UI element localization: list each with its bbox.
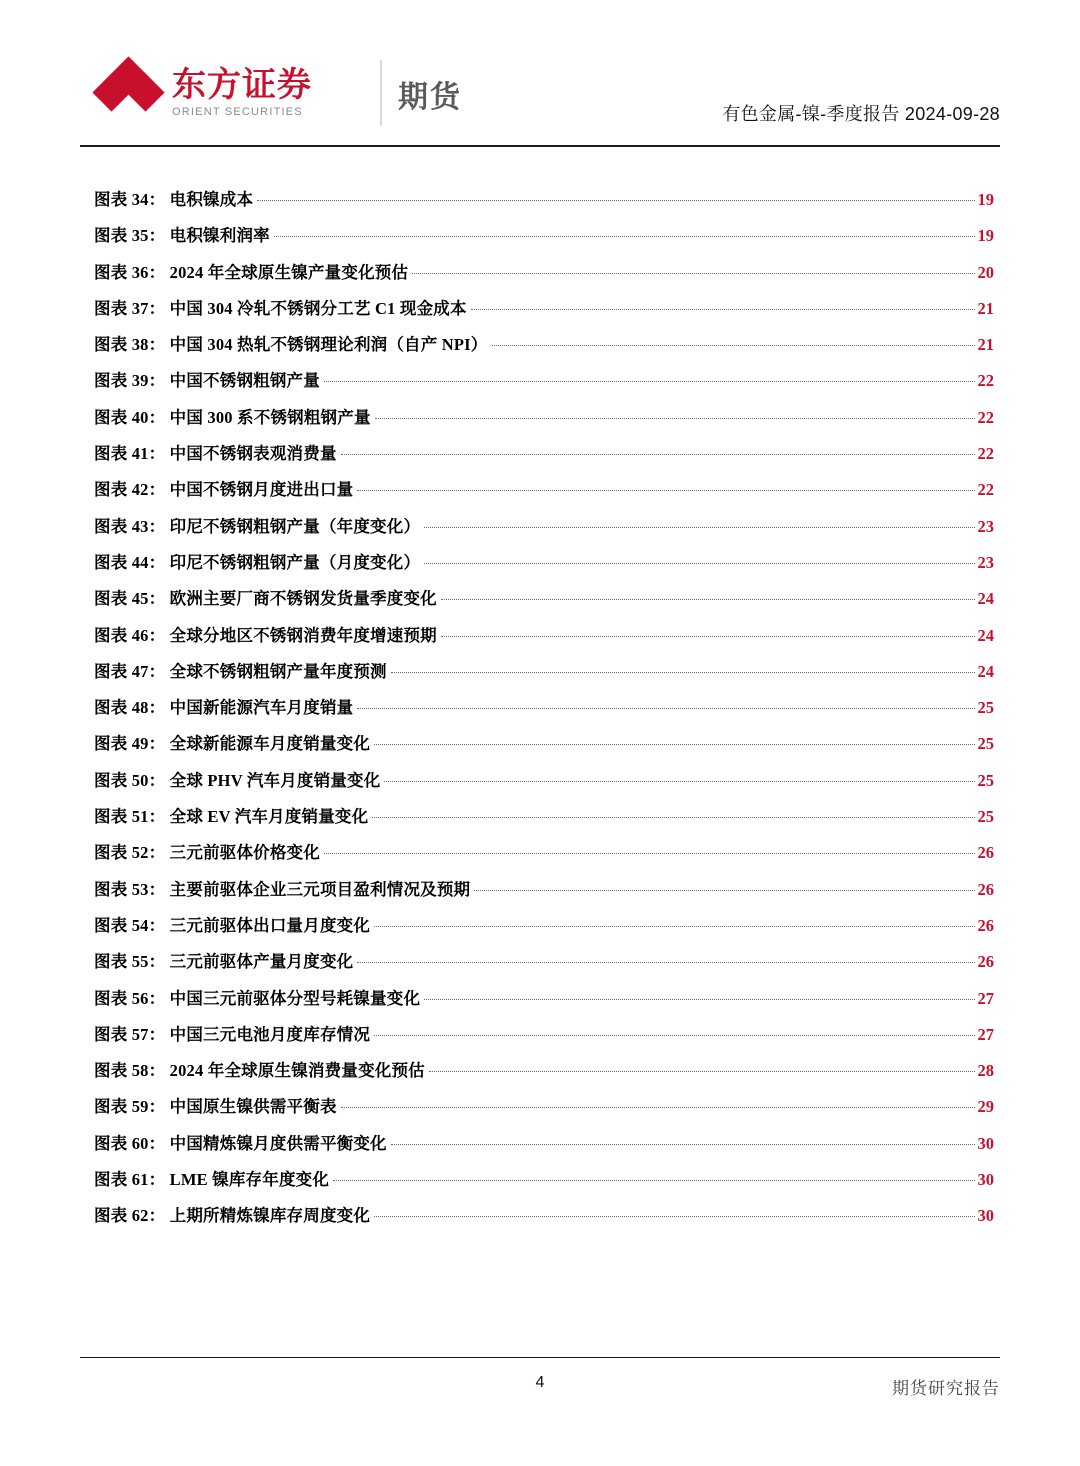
toc-entry[interactable] [80, 262, 1000, 301]
toc-entry-page: 27 [977, 988, 994, 1008]
toc-entry[interactable] [80, 1133, 1000, 1172]
toc-leader-dots [333, 1180, 974, 1181]
toc-leader-dots [324, 381, 975, 382]
toc-entry-page: 28 [977, 1061, 994, 1081]
toc-leader-dots [375, 418, 975, 419]
toc-entry-label: 图表 38： 中国 304 热轧不锈钢理论利润（自产 NPI） [94, 335, 488, 355]
toc-entry-page: 19 [977, 190, 994, 209]
toc-entry-label: 图表 41： 中国不锈钢表观消费量 [94, 444, 337, 464]
toc-entry-page: 26 [977, 843, 994, 863]
toc-leader-dots [374, 1216, 974, 1217]
toc-entry-label: 图表 53： 主要前驱体企业三元项目盈利情况及预期 [94, 879, 471, 899]
toc-entry[interactable] [80, 591, 1000, 627]
toc-leader-dots [324, 853, 975, 854]
toc-entry[interactable] [80, 1063, 1000, 1099]
toc-leader-dots [274, 236, 975, 237]
toc-entry-label: 图表 47： 全球不锈钢粗钢产量年度预测 [94, 661, 387, 681]
toc-entry-label: 图表 48： 中国新能源汽车月度销量 [94, 698, 354, 718]
brand-logo [98, 58, 312, 128]
toc-entry-page: 21 [977, 335, 994, 355]
toc-leader-dots [412, 273, 974, 274]
toc-leader-dots [441, 599, 975, 600]
brand-name-en: ORIENT SECURITIES [172, 106, 303, 118]
page-header [80, 58, 1000, 138]
toc-entry-page: 26 [977, 879, 994, 899]
brand-subunit: 期货 [398, 81, 462, 114]
toc-leader-dots [424, 527, 974, 528]
footer-rule [80, 1357, 1000, 1359]
report-title: 有色金属-镍-季度报告 2024-09-28 [722, 104, 1000, 124]
orient-securities-logo-icon [98, 62, 160, 124]
toc-entry-label: 图表 42： 中国不锈钢月度进出口量 [94, 480, 354, 500]
toc-entry-page: 20 [977, 262, 994, 282]
toc-entry-page: 21 [977, 298, 994, 318]
toc-leader-dots [492, 345, 975, 346]
toc-leader-dots [341, 1107, 975, 1108]
toc-leader-dots [257, 200, 974, 201]
toc-entry[interactable] [80, 373, 1000, 409]
header-divider [380, 60, 382, 126]
toc-entry-page: 25 [977, 807, 994, 827]
toc-entry-label: 图表 44： 印尼不锈钢粗钢产量（月度变化） [94, 552, 421, 572]
toc-leader-dots [471, 309, 975, 310]
toc-entry[interactable] [80, 879, 1000, 918]
toc-leader-dots [341, 454, 975, 455]
toc-entry[interactable] [80, 770, 1000, 809]
toc-entry-label: 图表 43： 印尼不锈钢粗钢产量（年度变化） [94, 516, 421, 536]
toc-leader-dots [384, 781, 974, 782]
toc-leader-dots [441, 636, 975, 637]
toc-entry[interactable] [80, 298, 1000, 337]
footer-note: 期货研究报告 [892, 1379, 1000, 1398]
toc-entry[interactable] [80, 192, 1000, 228]
toc-entry[interactable] [80, 337, 1000, 373]
toc-entry-page: 22 [977, 444, 994, 464]
toc-entry-label: 图表 55： 三元前驱体产量月度变化 [94, 952, 354, 972]
toc-entry-page: 22 [977, 371, 994, 391]
toc-entry[interactable] [80, 625, 1000, 664]
toc-entry-label: 图表 35： 电积镍利润率 [94, 226, 270, 246]
toc-entry[interactable] [80, 1099, 1000, 1135]
toc-entry-page: 29 [977, 1097, 994, 1117]
toc-entry[interactable] [80, 988, 1000, 1027]
toc-entry[interactable] [80, 228, 1000, 264]
toc-entry-page: 25 [977, 770, 994, 790]
toc-entry-label: 图表 58： 2024 年全球原生镍消费量变化预估 [94, 1061, 425, 1081]
toc-entry-page: 30 [977, 1133, 994, 1153]
toc-entry[interactable] [80, 661, 1000, 700]
toc-entry-page: 25 [977, 698, 994, 718]
toc-entry-page: 23 [977, 552, 994, 572]
toc-leader-dots [429, 1071, 975, 1072]
toc-entry-page: 26 [977, 952, 994, 972]
toc-entry-label: 图表 57： 中国三元电池月度库存情况 [94, 1024, 371, 1044]
toc-entry-label: 图表 37： 中国 304 冷轧不锈钢分工艺 C1 现金成本 [94, 298, 467, 318]
toc-entry[interactable] [80, 407, 1000, 446]
toc-entry-label: 图表 54： 三元前驱体出口量月度变化 [94, 915, 371, 935]
toc-entry-label: 图表 61： LME 镍库存年度变化 [94, 1170, 330, 1190]
toc-leader-dots [357, 490, 974, 491]
toc-leader-dots [374, 744, 974, 745]
toc-entry-label: 图表 50： 全球 PHV 汽车月度销量变化 [94, 770, 381, 790]
toc-leader-dots [357, 962, 974, 963]
toc-entry-page: 27 [977, 1024, 994, 1044]
toc-entry[interactable] [80, 516, 1000, 555]
table-of-contents [80, 192, 1000, 1245]
toc-entry-label: 图表 52： 三元前驱体价格变化 [94, 843, 320, 863]
toc-entry[interactable] [80, 446, 1000, 482]
toc-entry-label: 图表 56： 中国三元前驱体分型号耗镍量变化 [94, 988, 421, 1008]
toc-leader-dots [424, 563, 974, 564]
toc-leader-dots [374, 1035, 974, 1036]
toc-entry[interactable] [80, 700, 1000, 736]
toc-entry[interactable] [80, 736, 1000, 772]
toc-entry-label: 图表 40： 中国 300 系不锈钢粗钢产量 [94, 407, 371, 427]
toc-entry-label: 图表 45： 欧洲主要厂商不锈钢发货量季度变化 [94, 589, 437, 609]
toc-entry-label: 图表 60： 中国精炼镍月度供需平衡变化 [94, 1133, 387, 1153]
toc-entry[interactable] [80, 552, 1000, 591]
toc-leader-dots [391, 672, 975, 673]
toc-leader-dots [374, 926, 974, 927]
toc-entry-label: 图表 51： 全球 EV 汽车月度销量变化 [94, 807, 369, 827]
toc-entry-label: 图表 34： 电积镍成本 [94, 190, 254, 209]
toc-entry[interactable] [80, 915, 1000, 954]
toc-entry-page: 26 [977, 915, 994, 935]
toc-entry[interactable] [80, 1024, 1000, 1063]
toc-entry[interactable] [80, 845, 1000, 881]
toc-entry-page: 22 [977, 480, 994, 500]
toc-entry-page: 24 [977, 625, 994, 645]
toc-entry-page: 30 [977, 1170, 994, 1190]
toc-leader-dots [424, 999, 974, 1000]
toc-entry-page: 30 [977, 1206, 994, 1226]
toc-entry-page: 24 [977, 661, 994, 681]
toc-entry[interactable] [80, 954, 1000, 990]
toc-entry-label: 图表 62： 上期所精炼镍库存周度变化 [94, 1206, 371, 1226]
toc-entry-label: 图表 36： 2024 年全球原生镍产量变化预估 [94, 262, 409, 282]
toc-entry-page: 23 [977, 516, 994, 536]
toc-entry[interactable] [80, 809, 1000, 845]
page-number: 4 [535, 1374, 545, 1391]
brand-name-cn: 东方证券 [172, 66, 312, 104]
toc-entry[interactable] [80, 1208, 1000, 1244]
toc-entry-page: 25 [977, 734, 994, 754]
toc-entry-label: 图表 49： 全球新能源车月度销量变化 [94, 734, 371, 754]
toc-leader-dots [372, 817, 974, 818]
toc-leader-dots [474, 890, 974, 891]
toc-entry-page: 22 [977, 407, 994, 427]
toc-entry-label: 图表 46： 全球分地区不锈钢消费年度增速预期 [94, 625, 437, 645]
toc-entry-page: 19 [977, 226, 994, 246]
toc-entry-page: 24 [977, 589, 994, 609]
toc-leader-dots [357, 708, 974, 709]
toc-entry-label: 图表 59： 中国原生镍供需平衡表 [94, 1097, 337, 1117]
brand-logo-text [172, 68, 312, 118]
page-footer [80, 1374, 1000, 1404]
header-rule [80, 145, 1000, 147]
toc-entry-label: 图表 39： 中国不锈钢粗钢产量 [94, 371, 320, 391]
toc-leader-dots [391, 1144, 975, 1145]
toc-entry[interactable] [80, 1172, 1000, 1208]
toc-entry[interactable] [80, 482, 1000, 518]
